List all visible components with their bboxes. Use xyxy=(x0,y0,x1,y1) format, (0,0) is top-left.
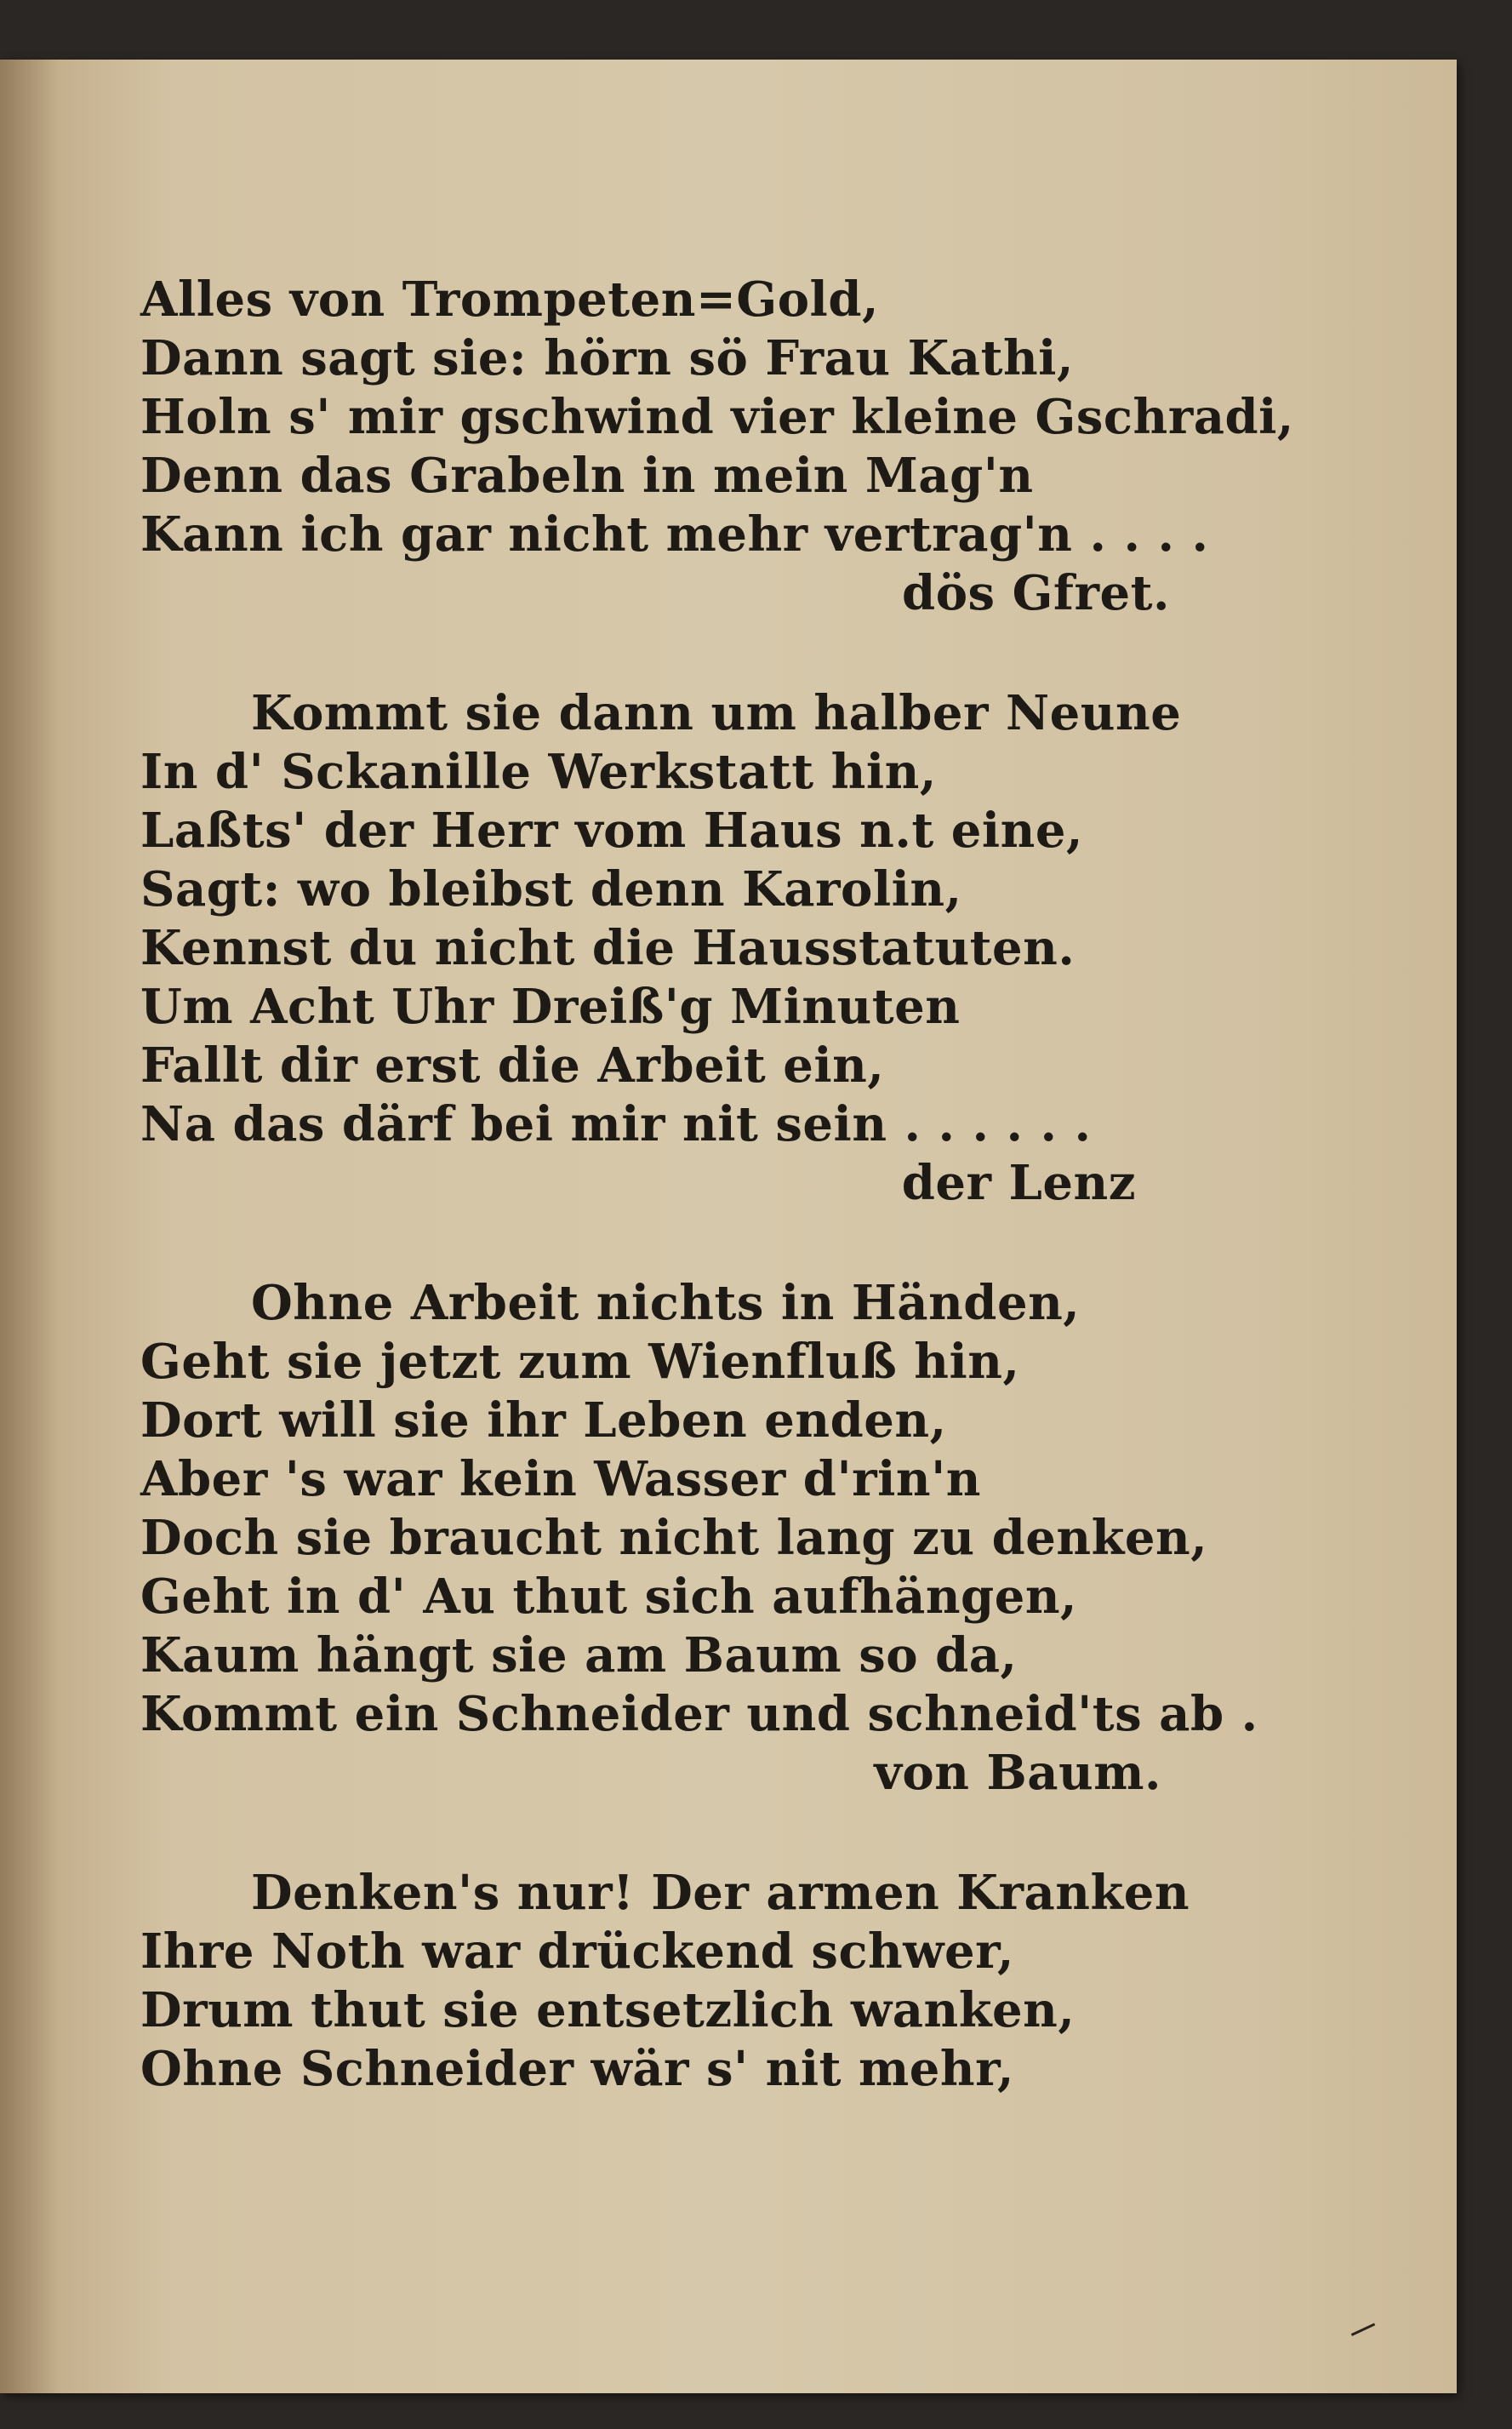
verse-line: Kommt ein Schneider und schneid'ts ab . xyxy=(140,1686,1258,1742)
verse-refrain: dös Gfret. xyxy=(902,565,1170,621)
verse-line: Denn das Grabeln in mein Mag'n xyxy=(140,448,1034,504)
verse-line: Na das därf bei mir nit sein . . . . . . xyxy=(140,1096,1092,1152)
ink-mark xyxy=(1351,2323,1380,2346)
poem-text xyxy=(140,271,1294,2160)
verse-line: Kaum hängt sie am Baum so da, xyxy=(140,1627,1018,1683)
stanza-4 xyxy=(140,1864,1264,2099)
verse-line: Laßts' der Herr vom Haus n.t eine, xyxy=(140,803,1083,859)
verse-line: Alles von Trompeten=Gold, xyxy=(140,271,879,328)
verse-line: Doch sie braucht nicht lang zu denken, xyxy=(140,1510,1208,1566)
stanza-1 xyxy=(140,271,1294,623)
verse-line: Geht in d' Au thut sich aufhängen, xyxy=(140,1569,1078,1625)
verse-line: Um Acht Uhr Dreiß'g Minuten xyxy=(140,979,961,1035)
stanza-3 xyxy=(140,1274,1264,1803)
book-page xyxy=(0,60,1457,2393)
verse-line: Ohne Arbeit nichts in Händen, xyxy=(251,1275,1081,1331)
verse-refrain: von Baum. xyxy=(874,1745,1161,1801)
verse-line: Dann sagt sie: hörn sö Frau Kathi, xyxy=(140,330,1074,386)
verse-line: Sagt: wo bleibst denn Karolin, xyxy=(140,861,962,917)
verse-refrain: der Lenz xyxy=(901,1155,1136,1211)
verse-line: Fallt dir erst die Arbeit ein, xyxy=(140,1037,885,1094)
verse-line: In d' Sckanille Werkstatt hin, xyxy=(140,744,937,800)
verse-line: Drum thut sie entsetzlich wanken, xyxy=(140,1982,1076,2038)
verse-line: Denken's nur! Der armen Kranken xyxy=(251,1865,1190,1921)
verse-line: Aber 's war kein Wasser d'rin'n xyxy=(140,1451,981,1507)
verse-line: Kennst du nicht die Hausstatuten. xyxy=(140,920,1076,976)
verse-line: Kann ich gar nicht mehr vertrag'n . . . . xyxy=(140,506,1209,563)
verse-line: Dort will sie ihr Leben enden, xyxy=(140,1392,947,1449)
stanza-2 xyxy=(140,684,1264,1213)
verse-line: Ohne Schneider wär s' nit mehr, xyxy=(140,2041,1015,2097)
verse-line: Geht sie jetzt zum Wienfluß hin, xyxy=(140,1334,1020,1390)
verse-line: Kommt sie dann um halber Neune xyxy=(251,685,1182,741)
verse-line: Holn s' mir gschwind vier kleine Gschradi, xyxy=(140,389,1294,445)
verse-line: Ihre Noth war drückend schwer, xyxy=(140,1923,1015,1980)
